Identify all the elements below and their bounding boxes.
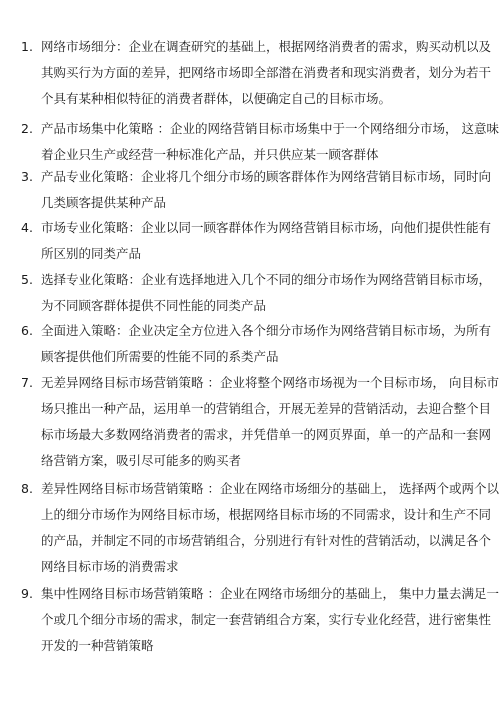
item-text-line: 个具有某种相似特征的消费者群体，以便确定自己的目标市场。: [41, 91, 392, 106]
item-text-line: 络营销方案，吸引尽可能多的购买者: [41, 453, 242, 468]
item-number: 7.: [21, 375, 33, 390]
item-number: 5.: [21, 272, 33, 287]
item-text-line: 产品市场集中化策略 ：企业的网络营销目标市场集中于一个网络细分市场， 这意味: [41, 121, 499, 136]
item-text-line: 差异性网络目标市场营销策略 ：企业在网络市场细分的基础上， 选择两个或两个以: [41, 481, 499, 496]
item-text-line: 无差异网络目标市场营销策略 ：企业将整个网络市场视为一个目标市场， 向目标市: [41, 375, 499, 390]
item-text-line: 几类顾客提供某种产品: [41, 195, 167, 210]
item-text-line: 产品专业化策略：企业将几个细分市场的顾客群体作为网络营销目标市场，同时向: [41, 169, 492, 184]
item-number: 6.: [21, 323, 33, 338]
item-text-line: 场只推出一种产品，运用单一的营销组合，开展无差异的营销活动，去迎合整个目: [41, 401, 492, 416]
item-text-line: 标市场最大多数网络消费者的需求，并凭借单一的网页界面，单一的产品和一套网: [41, 427, 492, 442]
item-text-line: 市场专业化策略：企业以同一顾客群体作为网络营销目标市场，向他们提供性能有: [41, 220, 492, 235]
item-text-line: 的产品，并制定不同的市场营销组合，分别进行有针对性的营销活动，以满足各个: [41, 533, 492, 548]
item-number: 3.: [21, 169, 33, 184]
item-number: 4.: [21, 220, 33, 235]
item-text-line: 其购买行为方面的差异，把网络市场即全部潜在消费者和现实消费者，划分为若干: [41, 65, 492, 80]
item-text-line: 个或几个细分市场的需求，制定一套营销组合方案，实行专业化经营，进行密集性: [41, 612, 492, 627]
item-text-line: 为不同顾客群体提供不同性能的同类产品: [41, 298, 267, 313]
item-text-line: 网络目标市场的消费需求: [41, 559, 179, 574]
item-number: 8.: [21, 481, 33, 496]
item-text-line: 全面进入策略：企业决定全方位进入各个细分市场作为网络营销目标市场，为所有: [41, 323, 492, 338]
item-text-line: 上的细分市场作为网络目标市场，根据网络目标市场的不同需求，设计和生产不同: [41, 507, 492, 522]
item-text-line: 顾客提供他们所需要的性能不同的系类产品: [41, 349, 279, 364]
item-text-line: 网络市场细分：企业在调查研究的基础上，根据网络消费者的需求，购买动机以及: [41, 39, 492, 54]
item-number: 1.: [21, 39, 33, 54]
item-text-line: 着企业只生产或经营一种标准化产品，并只供应某一顾客群体: [41, 147, 379, 162]
item-number: 9.: [21, 586, 33, 601]
item-text-line: 所区别的同类产品: [41, 246, 142, 261]
item-text-line: 集中性网络目标市场营销策略 ：企业在网络市场细分的基础上， 集中力量去满足一: [41, 586, 499, 601]
item-number: 2.: [21, 121, 33, 136]
item-text-line: 选择专业化策略：企业有选择地进入几个不同的细分市场作为网络营销目标市场，: [41, 272, 492, 287]
item-text-line: 开发的一种营销策略: [41, 638, 154, 653]
